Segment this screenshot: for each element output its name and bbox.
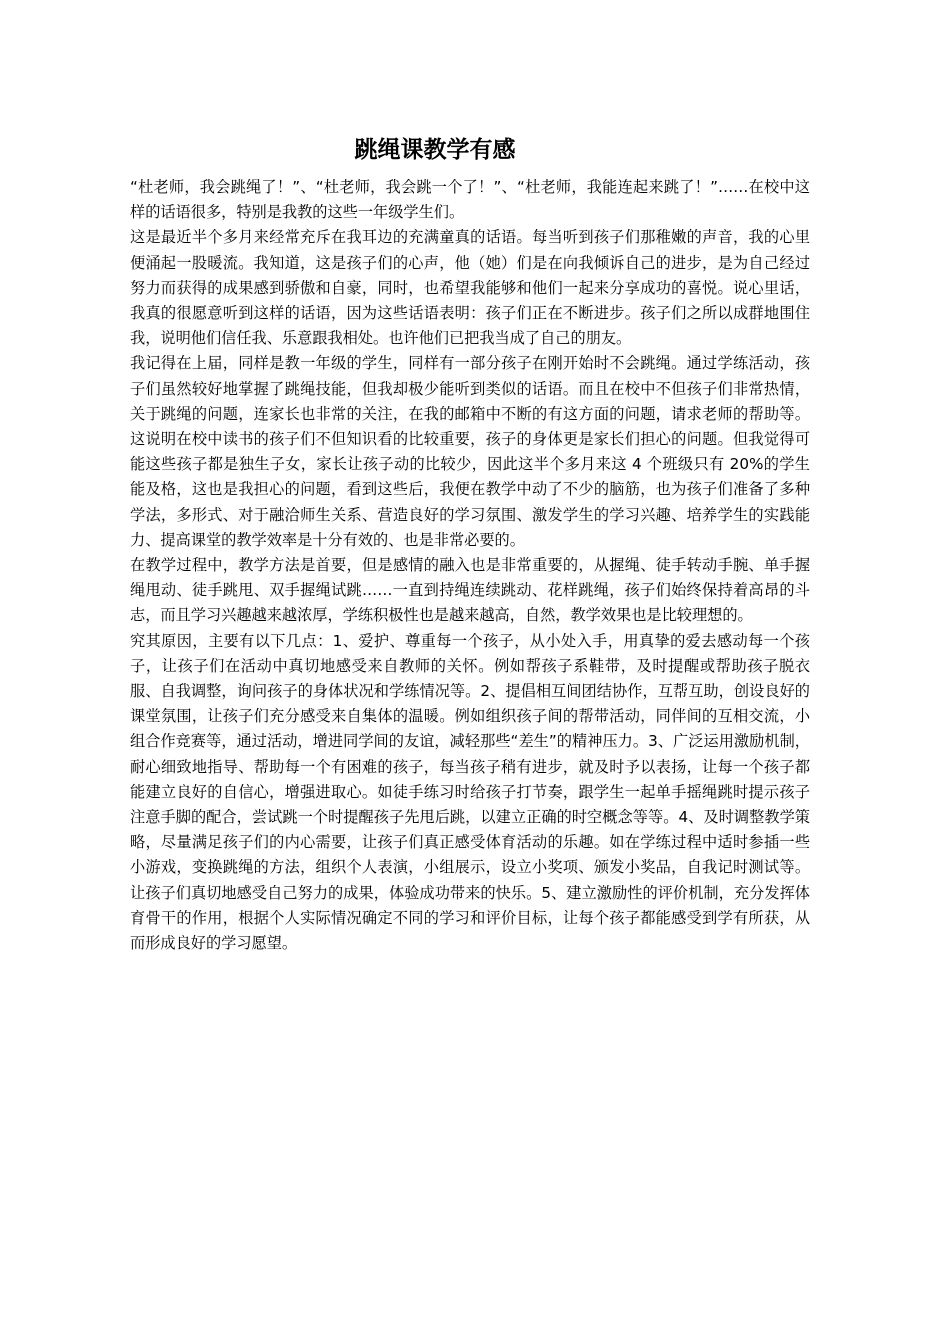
paragraph-4: 在教学过程中，教学方法是首要，但是感情的融入也是非常重要的，从握绳、徒手转动手腕、单手握绳甩动、徒手跳甩、双手握绳试跳……一直到持绳连续跳动、花样跳绳，孩子们始终保持着高昂的斗志，而且学习兴趣越来越浓厚，学练积极性也是越来越高，自然，教学效果也是比较理想的。 — [130, 556, 810, 625]
paragraph-3: 我记得在上届，同样是教一年级的学生，同样有一部分孩子在刚开始时不会跳绳。通过学练活动，孩子们虽然较好地掌握了跳绳技能，但我却极少能听到类似的话语。而且在校中不但孩子们非常热情，关于跳绳的问题，连家长也非常的关注，在我的邮箱中不断的有这方面的问题，请求老师的帮助等。这说明在校中读书的孩子们不但知识看的比较重要，孩子的身体更是家长们担心的问题。但我觉得可能这些孩子都是独生子女，家长让孩子动的比较少，因此这半个多月来这 4 个班级只有 20%的学生能及格，这也是我担心的问题，看到这些后，我便在教学中动了不少的脑筋，也为孩子们准备了多种学法，多形式、对于融洽师生关系、营造良好的学习氛围、激发学生的学习兴趣、培养学生的实践能力、提高课堂的教学效率是十分有效的、也是非常必要的。 — [130, 354, 810, 549]
paragraph-2: 这是最近半个多月来经常充斥在我耳边的充满童真的话语。每当听到孩子们那稚嫩的声音，我的心里便涌起一股暖流。我知道，这是孩子们的心声，他（她）们是在向我倾诉自己的进步，是为自己经过努力而获得的成果感到骄傲和自豪，同时，也希望我能够和他们一起来分享成功的喜悦。说心里话，我真的很愿意听到这样的话语，因为这些话语表明：孩子们正在不断进步。孩子们之所以成群地围住我，说明他们信任我、乐意跟我相处。也许他们已把我当成了自己的朋友。 — [130, 228, 810, 348]
paragraph-5: 究其原因，主要有以下几点：1、爱护、尊重每一个孩子，从小处入手，用真挚的爱去感动每一个孩子，让孩子们在活动中真切地感受来自教师的关怀。例如帮孩子系鞋带，及时提醒或帮助孩子脱衣服、自我调整，询问孩子的身体状况和学练情况等。2、提倡相互间团结协作，互帮互助，创设良好的课堂氛围，让孩子们充分感受来自集体的温暖。例如组织孩子间的帮带活动，同伴间的互相交流，小组合作竞赛等，通过活动，增进同学间的友谊，减轻那些“差生”的精神压力。3、广泛运用激励机制，耐心细致地指导、帮助每一个有困难的孩子，每当孩子稍有进步，就及时予以表扬，让每一个孩子都能建立良好的自信心，增强进取心。如徒手练习时给孩子打节奏，跟学生一起单手摇绳跳时提示孩子注意手脚的配合，尝试跳一个时提醒孩子先甩后跳，以建立正确的时空概念等等。4、及时调整教学策略，尽量满足孩子们的内心需要，让孩子们真正感受体育活动的乐趣。如在学练过程中适时参插一些小游戏，变换跳绳的方法，组织个人表演，小组展示，设立小奖项、颁发小奖品，自我记时测试等。让孩子们真切地感受自己努力的成果，体验成功带来的快乐。5、建立激励性的评价机制，充分发挥体育骨干的作用，根据个人实际情况确定不同的学习和评价目标，让每个孩子都能感受到学有所获，从而形成良好的学习愿望。 — [130, 631, 810, 953]
paragraph-1: “杜老师，我会跳绳了！”、“杜老师，我会跳一个了！”、“杜老师，我能连起来跳了！”……在校中这样的话语很多，特别是我教的这些一年级学生们。 — [130, 178, 810, 222]
document-body — [130, 175, 810, 956]
document-title: 跳绳课教学有感 — [354, 136, 516, 163]
